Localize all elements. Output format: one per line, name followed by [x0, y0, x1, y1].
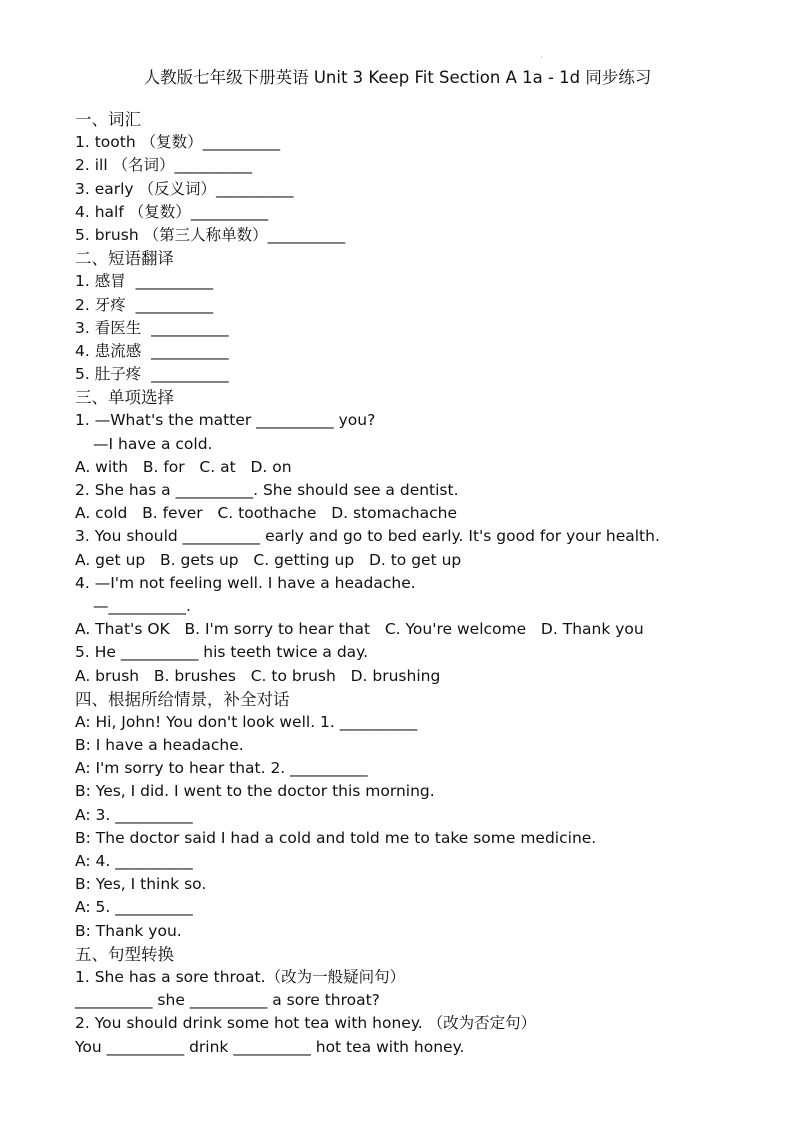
vocab-item-2: 2. ill （名词）__________	[75, 156, 253, 175]
mc-options-2: A. cold B. fever C. toothache D. stomachache	[75, 504, 457, 523]
section-heading-sentence-transformation: 五、句型转换	[75, 944, 174, 964]
phrase-item-2: 2. 牙疼 __________	[75, 295, 214, 314]
vocab-item-3: 3. early （反义词）__________	[75, 179, 294, 198]
mc-question-2: 2. She has a __________. She should see a dentist.	[75, 481, 459, 499]
vocab-item-1: 1. tooth （复数）__________	[75, 133, 281, 152]
section-heading-phrase-translation: 二、短语翻译	[75, 249, 174, 269]
phrase-item-3: 3. 看医生 __________	[75, 318, 229, 337]
page-title: 人教版七年级下册英语 Unit 3 Keep Fit Section A 1a - 1d 同步练习	[143, 68, 652, 87]
dialogue-line-3: A: I'm sorry to hear that. 2. __________	[75, 759, 368, 778]
mc-question-5: 5. He __________ his teeth twice a day.	[75, 643, 369, 662]
transform-question-1: 1. She has a sore throat.（改为一般疑问句）	[75, 967, 406, 986]
vocab-item-4: 4. half （复数）__________	[75, 202, 269, 221]
dialogue-line-10: B: Thank you.	[75, 921, 182, 940]
mc-question-4: 4. —I'm not feeling well. I have a headache.	[75, 573, 416, 592]
dialogue-line-4: B: Yes, I did. I went to the doctor this morning.	[75, 782, 435, 801]
phrase-item-5: 5. 肚子疼 __________	[75, 365, 229, 384]
transform-question-2: 2. You should drink some hot tea with honey. （改为否定句）	[75, 1014, 537, 1033]
scan-dot	[541, 56, 542, 57]
dialogue-line-5: A: 3. __________	[75, 805, 193, 824]
worksheet-content	[75, 108, 775, 1059]
transform-answer-2: You __________ drink __________ hot tea with honey.	[75, 1037, 465, 1056]
mc-options-1: A. with B. for C. at D. on	[75, 457, 292, 476]
dialogue-line-2: B: I have a headache.	[75, 736, 244, 755]
mc-question-1-reply: —I have a cold.	[93, 434, 213, 453]
dialogue-line-7: A: 4. __________	[75, 852, 193, 870]
section-heading-vocabulary: 一、词汇	[75, 110, 141, 129]
transform-answer-1: __________ she __________ a sore throat?	[75, 991, 380, 1010]
mc-options-3: A. get up B. gets up C. getting up D. to get up	[75, 550, 462, 569]
phrase-item-1: 1. 感冒 __________	[75, 272, 214, 291]
mc-question-3: 3. You should __________ early and go to bed early. It's good for your health.	[75, 527, 660, 546]
section-heading-multiple-choice: 三、单项选择	[75, 388, 174, 408]
dialogue-line-9: A: 5. __________	[75, 898, 193, 917]
mc-options-5: A. brush B. brushes C. to brush D. brushing	[75, 666, 441, 685]
dialogue-line-1: A: Hi, John! You don't look well. 1. __________	[75, 712, 418, 731]
vocab-item-5: 5. brush （第三人称单数）__________	[75, 225, 346, 244]
phrase-item-4: 4. 患流感 __________	[75, 341, 229, 360]
mc-options-4: A. That's OK B. I'm sorry to hear that C. You're welcome D. Thank you	[75, 620, 644, 639]
section-heading-dialogue: 四、根据所给情景，补全对话	[75, 689, 290, 709]
mc-question-1: 1. —What's the matter __________ you?	[75, 411, 376, 430]
dialogue-line-8: B: Yes, I think so.	[75, 875, 207, 894]
mc-question-4-reply: —__________.	[93, 596, 191, 615]
dialogue-line-6: B: The doctor said I had a cold and told me to take some medicine.	[75, 828, 597, 847]
